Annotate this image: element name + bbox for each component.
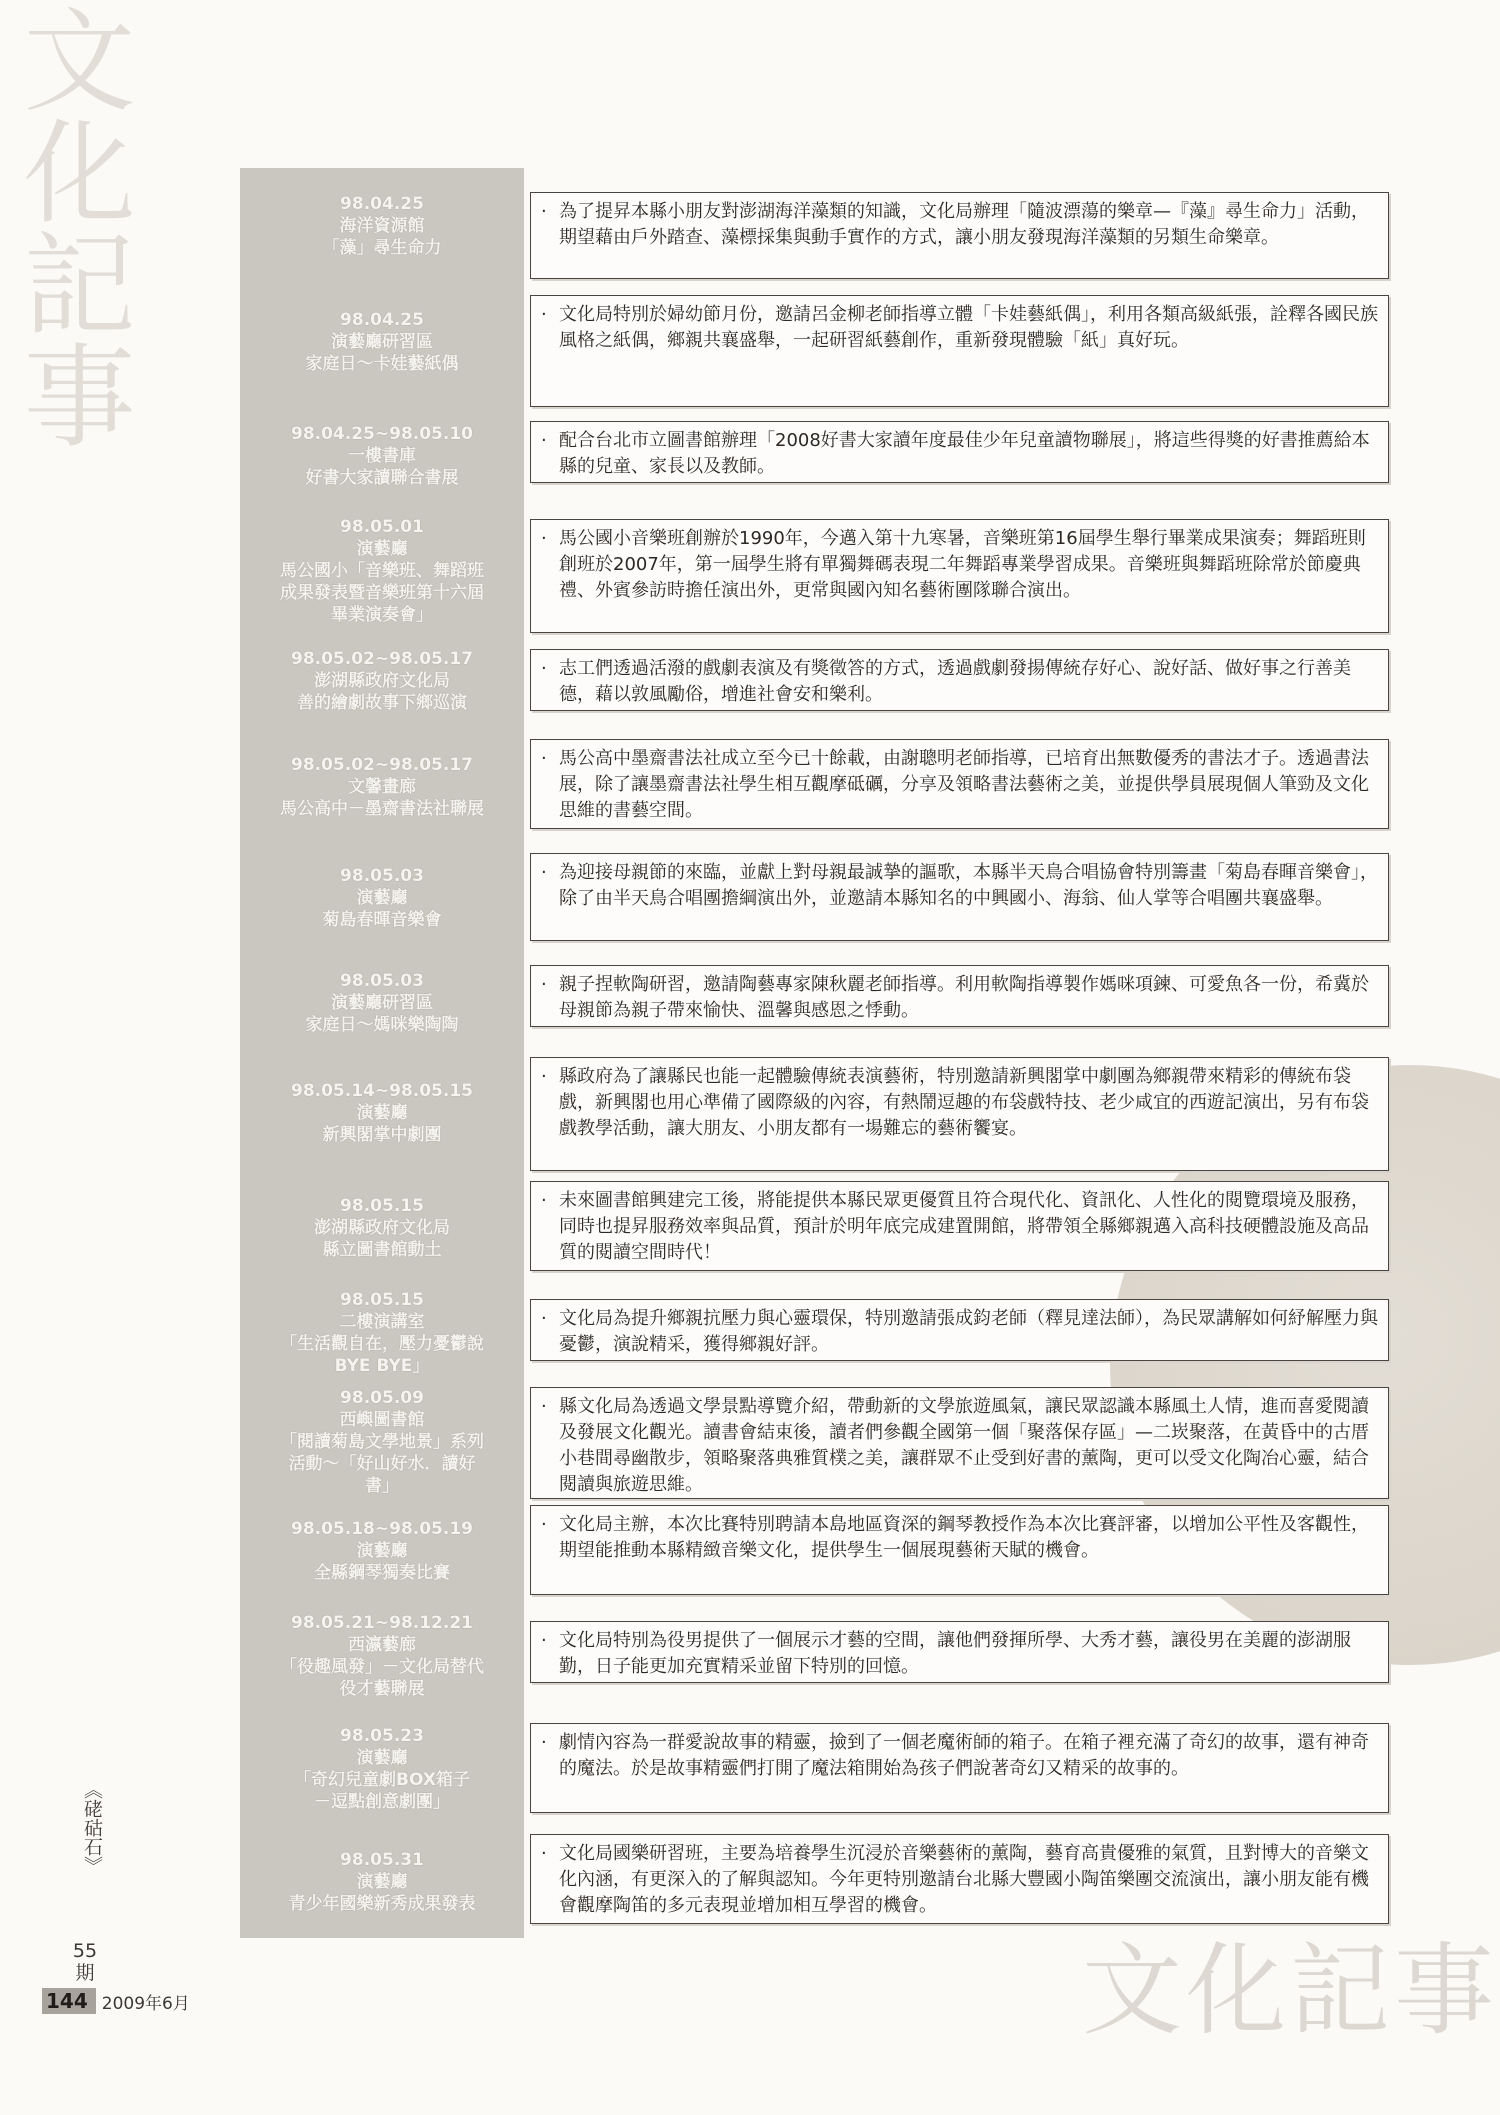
- event-info-line: 好書大家讀聯合書展: [305, 468, 459, 488]
- event-info: [240, 1501, 524, 1601]
- event-info: [240, 1053, 524, 1173]
- event-info-line: 演藝廳: [356, 539, 408, 559]
- event-info: [240, 1601, 524, 1711]
- bottom-section-title: 文化記事: [1082, 1932, 1498, 2049]
- event-info: [240, 1383, 524, 1501]
- issue-number: [70, 1940, 100, 1984]
- event-entry: [240, 511, 1400, 631]
- event-description: · 親子捏軟陶研習，邀請陶藝專家陳秋麗老師指導。利用軟陶指導製作媽咪項鍊、可愛魚各一份，希冀於母親節為親子帶來愉快、溫馨與感恩之悸動。: [530, 965, 1389, 1027]
- event-info-line: 全縣鋼琴獨奏比賽: [314, 1563, 450, 1583]
- event-date: 98.04.25~98.05.10: [290, 424, 474, 444]
- event-info: [240, 1711, 524, 1826]
- event-date: 98.04.25: [340, 193, 424, 214]
- event-info-line: 二樓演講室: [339, 1312, 425, 1332]
- event-date: 98.05.14~98.05.15: [290, 1081, 474, 1101]
- publication-name: 《硓𥑮石》: [81, 1780, 103, 1875]
- event-info: [240, 1283, 524, 1383]
- event-entry: [240, 168, 1400, 283]
- event-description-text: 馬公國小音樂班創辦於1990年，今邁入第十九寒暑，音樂班第16屆學生舉行畢業成果演奏；舞蹈班則創班於2007年，第一屆學生將有單獨舞碼表現二年舞蹈專業學習成果。音樂班與舞蹈班除常於節慶典禮、外賓參訪時擔任演出外，更常與國內知名藝術團隊聯合演出。: [559, 528, 1366, 601]
- event-entry: [240, 283, 1400, 401]
- event-entry: [240, 1283, 1400, 1383]
- event-info-line: BYE BYE」: [334, 1356, 430, 1376]
- event-info-line: －逗點創意劇團」: [314, 1791, 450, 1812]
- publication-date: 2009年6月: [101, 1993, 190, 2014]
- event-date: 98.05.02~98.05.17: [290, 755, 474, 775]
- event-info-line: 畢業演奏會」: [331, 605, 433, 625]
- event-info-line: 西瀛藝廊: [348, 1635, 416, 1655]
- event-info-line: 新興閣掌中劇團: [322, 1125, 442, 1145]
- event-info-line: 活動～「好山好水．讀好: [288, 1454, 476, 1474]
- event-info-line: 澎湖縣政府文化局: [314, 1218, 450, 1238]
- event-info-line: 「役趣風發」－文化局替代: [280, 1657, 484, 1677]
- event-info: [240, 1826, 524, 1938]
- event-date: 98.05.23: [340, 1725, 424, 1746]
- event-info: [240, 511, 524, 631]
- event-entry: [240, 953, 1400, 1053]
- event-info-line: 文馨畫廊: [348, 777, 416, 797]
- event-description: · 文化局特別於婦幼節月份，邀請呂金柳老師指導立體「卡娃藝紙偶」，利用各類高級紙張，詮釋各國民族風格之紙偶，鄉親共襄盛舉，一起研習紙藝創作，重新發現體驗「紙」真好玩。: [530, 295, 1389, 407]
- event-description: · 馬公高中墨齋書法社成立至今已十餘載，由謝聰明老師指導，已培育出無數優秀的書法才子。透過書法展，除了讓墨齋書法社學生相互觀摩砥礪，分享及領略書法藝術之美，並提供學員展現個人筆勁及文化思維的書藝空間。: [530, 739, 1389, 829]
- event-info-line: 家庭日～媽咪樂陶陶: [305, 1015, 459, 1035]
- event-entry: [240, 1173, 1400, 1283]
- event-description: · 文化局主辦，本次比賽特別聘請本島地區資深的鋼琴教授作為本次比賽評審，以增加公平性及客觀性，期望能推動本縣精緻音樂文化，提供學生一個展現藝術天賦的機會。: [530, 1505, 1389, 1595]
- event-info-line: 演藝廳: [356, 888, 408, 908]
- event-description: · 文化局特別為役男提供了一個展示才藝的空間，讓他們發揮所學、大秀才藝，讓役男在美麗的澎湖服勤，日子能更加充實精采並留下特別的回憶。: [530, 1621, 1389, 1683]
- page-footer: [42, 1988, 232, 2014]
- event-info-line: 演藝廳研習區: [331, 332, 433, 352]
- event-description-text: 馬公高中墨齋書法社成立至今已十餘載，由謝聰明老師指導，已培育出無數優秀的書法才子。透過書法展，除了讓墨齋書法社學生相互觀摩砥礪，分享及領略書法藝術之美，並提供學員展現個人筆勁及文化思維的書藝空間。: [559, 748, 1369, 821]
- event-info: [240, 953, 524, 1053]
- event-date: 98.04.25: [340, 310, 424, 330]
- event-info-line: 一樓書庫: [348, 446, 416, 466]
- event-description: · 劇情內容為一群愛說故事的精靈，撿到了一個老魔術師的箱子。在箱子裡充滿了奇幻的故事，還有神奇的魔法。於是故事精靈們打開了魔法箱開始為孩子們說著奇幻又精采的故事的。: [530, 1723, 1389, 1813]
- page-number: 144: [42, 1988, 96, 2014]
- event-info-line: 書」: [365, 1476, 399, 1496]
- event-entry: [240, 401, 1400, 511]
- event-info-line: 演藝廳: [356, 1103, 408, 1123]
- event-description: · 馬公國小音樂班創辦於1990年，今邁入第十九寒暑，音樂班第16屆學生舉行畢業成果演奏；舞蹈班則創班於2007年，第一屆學生將有單獨舞碼表現二年舞蹈專業學習成果。音樂班與舞蹈班除常於節慶典禮、外賓參訪時擔任演出外，更常與國內知名藝術團隊聯合演出。: [530, 519, 1389, 633]
- event-info-line: 演藝廳: [356, 1747, 408, 1768]
- event-info-line: 「生活觀自在，壓力憂鬱說: [280, 1334, 484, 1354]
- event-description: · 志工們透過活潑的戲劇表演及有獎徵答的方式，透過戲劇發揚傳統存好心、說好話、做好事之行善美德，藉以敦風勵俗，增進社會安和樂利。: [530, 649, 1389, 711]
- event-description-text: 志工們透過活潑的戲劇表演及有獎徵答的方式，透過戲劇發揚傳統存好心、說好話、做好事之行善美德，藉以敦風勵俗，增進社會安和樂利。: [559, 658, 1351, 705]
- event-info-line: 縣立圖書館動土: [322, 1240, 442, 1260]
- event-description-text: 親子捏軟陶研習，邀請陶藝專家陳秋麗老師指導。利用軟陶指導製作媽咪項鍊、可愛魚各一份，希冀於母親節為親子帶來愉快、溫馨與感恩之悸動。: [559, 974, 1369, 1021]
- event-info-line: 澎湖縣政府文化局: [314, 671, 450, 691]
- event-info-line: 海洋資源館: [339, 215, 425, 236]
- event-description: · 為迎接母親節的來臨，並獻上對母親最誠摯的謳歌，本縣半天鳥合唱協會特別籌畫「菊島春暉音樂會」，除了由半天鳥合唱團擔綱演出外，並邀請本縣知名的中興國小、海翁、仙人掌等合唱團共襄盛舉。: [530, 853, 1389, 941]
- event-date: 98.05.21~98.12.21: [290, 1613, 474, 1633]
- event-date: 98.05.15: [340, 1290, 424, 1310]
- event-description-text: 縣文化局為透過文學景點導覽介紹，帶動新的文學旅遊風氣，讓民眾認識本縣風土人情，進而喜愛閱讀及發展文化觀光。讀書會結束後，讀者們參觀全國第一個「聚落保存區」—二崁聚落，在黃昏中的古厝小巷間尋幽散步，領略聚落典雅質樸之美，讓群眾不止受到好書的薰陶，更可以受文化陶冶心靈，結合閱讀與旅遊思維。: [559, 1396, 1369, 1495]
- event-entry: [240, 1501, 1400, 1601]
- event-info-line: 演藝廳: [356, 1872, 408, 1892]
- event-description-text: 文化局特別於婦幼節月份，邀請呂金柳老師指導立體「卡娃藝紙偶」，利用各類高級紙張，詮釋各國民族風格之紙偶，鄉親共襄盛舉，一起研習紙藝創作，重新發現體驗「紙」真好玩。: [559, 304, 1378, 351]
- event-date: 98.05.02~98.05.17: [290, 649, 474, 669]
- event-description: · 縣政府為了讓縣民也能一起體驗傳統表演藝術，特別邀請新興閣掌中劇團為鄉親帶來精彩的傳統布袋戲，新興閣也用心準備了國際級的內容，有熱鬧逗趣的布袋戲特技、老少咸宜的西遊記演出，另有布袋戲教學活動，讓大朋友、小朋友都有一場難忘的藝術饗宴。: [530, 1057, 1389, 1171]
- event-description-text: 劇情內容為一群愛說故事的精靈，撿到了一個老魔術師的箱子。在箱子裡充滿了奇幻的故事，還有神奇的魔法。於是故事精靈們打開了魔法箱開始為孩子們說著奇幻又精采的故事的。: [559, 1732, 1369, 1779]
- event-info-line: 演藝廳: [356, 1541, 408, 1561]
- event-info: [240, 843, 524, 953]
- event-date: 98.05.03: [340, 971, 424, 991]
- issue-suffix: 期: [75, 1962, 95, 1984]
- event-description-text: 配合台北市立圖書館辦理「2008好書大家讀年度最佳少年兒童讀物聯展」，將這些得獎的好書推薦給本縣的兒童、家長以及教師。: [559, 430, 1370, 477]
- event-info: [240, 631, 524, 731]
- event-description-text: 文化局為提升鄉親抗壓力與心靈環保，特別邀請張成鈞老師（釋見達法師），為民眾講解如何紓解壓力與憂鬱，演說精采，獲得鄉親好評。: [559, 1308, 1378, 1355]
- event-info-line: 西嶼圖書館: [339, 1410, 425, 1430]
- event-description: · 配合台北市立圖書館辦理「2008好書大家讀年度最佳少年兒童讀物聯展」，將這些得獎的好書推薦給本縣的兒童、家長以及教師。: [530, 421, 1389, 483]
- event-description-text: 文化局國樂研習班，主要為培養學生沉浸於音樂藝術的薰陶，藝育高貴優雅的氣質，且對博大的音樂文化內涵，有更深入的了解與認知。今年更特別邀請台北縣大豐國小陶笛樂團交流演出，讓小朋友能有機會觀摩陶笛的多元表現並增加相互學習的機會。: [559, 1843, 1369, 1916]
- event-date: 98.05.31: [340, 1850, 424, 1870]
- event-entry: [240, 843, 1400, 953]
- event-info-line: 家庭日～卡娃藝紙偶: [305, 354, 459, 374]
- event-entry: [240, 731, 1400, 843]
- event-entry: [240, 1383, 1400, 1501]
- event-date: 98.05.01: [340, 517, 424, 537]
- event-info: [240, 1173, 524, 1283]
- event-info-line: 役才藝聯展: [339, 1679, 425, 1699]
- event-info-line: 「藻」尋生命力: [322, 237, 442, 258]
- event-description-text: 為迎接母親節的來臨，並獻上對母親最誠摯的謳歌，本縣半天鳥合唱協會特別籌畫「菊島春暉音樂會」，除了由半天鳥合唱團擔綱演出外，並邀請本縣知名的中興國小、海翁、仙人掌等合唱團共襄盛舉。: [559, 862, 1378, 909]
- event-info: [240, 401, 524, 511]
- event-description-text: 文化局主辦，本次比賽特別聘請本島地區資深的鋼琴教授作為本次比賽評審，以增加公平性及客觀性，期望能推動本縣精緻音樂文化，提供學生一個展現藝術天賦的機會。: [559, 1514, 1369, 1561]
- event-info-line: 成果發表暨音樂班第十六屆: [280, 583, 484, 603]
- event-info: [240, 731, 524, 843]
- event-description: · 縣文化局為透過文學景點導覽介紹，帶動新的文學旅遊風氣，讓民眾認識本縣風土人情，進而喜愛閱讀及發展文化觀光。讀書會結束後，讀者們參觀全國第一個「聚落保存區」—二崁聚落，在黃昏中的古厝小巷間尋幽散步，領略聚落典雅質樸之美，讓群眾不止受到好書的薰陶，更可以受文化陶冶心靈，結合閱讀與旅遊思維。: [530, 1387, 1389, 1499]
- event-description: · 為了提昇本縣小朋友對澎湖海洋藻類的知識，文化局辦理「隨波漂蕩的樂章—『藻』尋生命力」活動，期望藉由戶外踏查、藻標採集與動手實作的方式，讓小朋友發現海洋藻類的另類生命樂章。: [530, 192, 1389, 279]
- event-info-line: 善的繪劇故事下鄉巡演: [297, 693, 467, 713]
- issue-number-value: 55: [72, 1940, 98, 1962]
- event-info: [240, 283, 524, 401]
- event-info-line: 馬公國小「音樂班、舞蹈班: [280, 561, 484, 581]
- event-description-text: 文化局特別為役男提供了一個展示才藝的空間，讓他們發揮所學、大秀才藝，讓役男在美麗的澎湖服勤，日子能更加充實精采並留下特別的回憶。: [559, 1630, 1351, 1677]
- event-date: 98.05.15: [340, 1196, 424, 1216]
- event-entry: [240, 1601, 1400, 1711]
- event-date: 98.05.03: [340, 866, 424, 886]
- event-description: · 文化局國樂研習班，主要為培養學生沉浸於音樂藝術的薰陶，藝育高貴優雅的氣質，且對博大的音樂文化內涵，有更深入的了解與認知。今年更特別邀請台北縣大豐國小陶笛樂團交流演出，讓小朋友能有機會觀摩陶笛的多元表現並增加相互學習的機會。: [530, 1834, 1389, 1924]
- event-info-line: 演藝廳研習區: [331, 993, 433, 1013]
- event-description-text: 縣政府為了讓縣民也能一起體驗傳統表演藝術，特別邀請新興閣掌中劇團為鄉親帶來精彩的傳統布袋戲，新興閣也用心準備了國際級的內容，有熱鬧逗趣的布袋戲特技、老少咸宜的西遊記演出，另有布袋戲教學活動，讓大朋友、小朋友都有一場難忘的藝術饗宴。: [559, 1066, 1369, 1139]
- event-info-line: 「奇幻兒童劇BOX箱子: [294, 1769, 470, 1790]
- event-info: [240, 168, 524, 283]
- event-info-line: 菊島春暉音樂會: [322, 910, 442, 930]
- event-info-line: 「閱讀菊島文學地景」系列: [280, 1432, 484, 1452]
- event-description-text: 未來圖書館興建完工後，將能提供本縣民眾更優質且符合現代化、資訊化、人性化的閱覽環境及服務，同時也提昇服務效率與品質，預計於明年底完成建置開館，將帶領全縣鄉親邁入高科技硬體設施及高品質的閱讀空間時代！: [559, 1190, 1369, 1263]
- event-date: 98.05.18~98.05.19: [290, 1519, 474, 1539]
- event-entry: [240, 1711, 1400, 1826]
- event-entry: [240, 631, 1400, 731]
- event-entry: [240, 1053, 1400, 1173]
- event-description: · 文化局為提升鄉親抗壓力與心靈環保，特別邀請張成鈞老師（釋見達法師），為民眾講解如何紓解壓力與憂鬱，演說精采，獲得鄉親好評。: [530, 1299, 1389, 1361]
- event-info-line: 馬公高中－墨齋書法社聯展: [280, 799, 484, 819]
- event-date: 98.05.09: [340, 1388, 424, 1408]
- event-description-text: 為了提昇本縣小朋友對澎湖海洋藻類的知識，文化局辦理「隨波漂蕩的樂章—『藻』尋生命力」活動，期望藉由戶外踏查、藻標採集與動手實作的方式，讓小朋友發現海洋藻類的另類生命樂章。: [559, 201, 1369, 248]
- event-info-line: 青少年國樂新秀成果發表: [288, 1894, 476, 1914]
- event-entry: [240, 1826, 1400, 1938]
- side-section-title: 文化記事: [5, 2, 135, 450]
- event-description: · 未來圖書館興建完工後，將能提供本縣民眾更優質且符合現代化、資訊化、人性化的閱覽環境及服務，同時也提昇服務效率與品質，預計於明年底完成建置開館，將帶領全縣鄉親邁入高科技硬體設施及高品質的閱讀空間時代！: [530, 1181, 1389, 1271]
